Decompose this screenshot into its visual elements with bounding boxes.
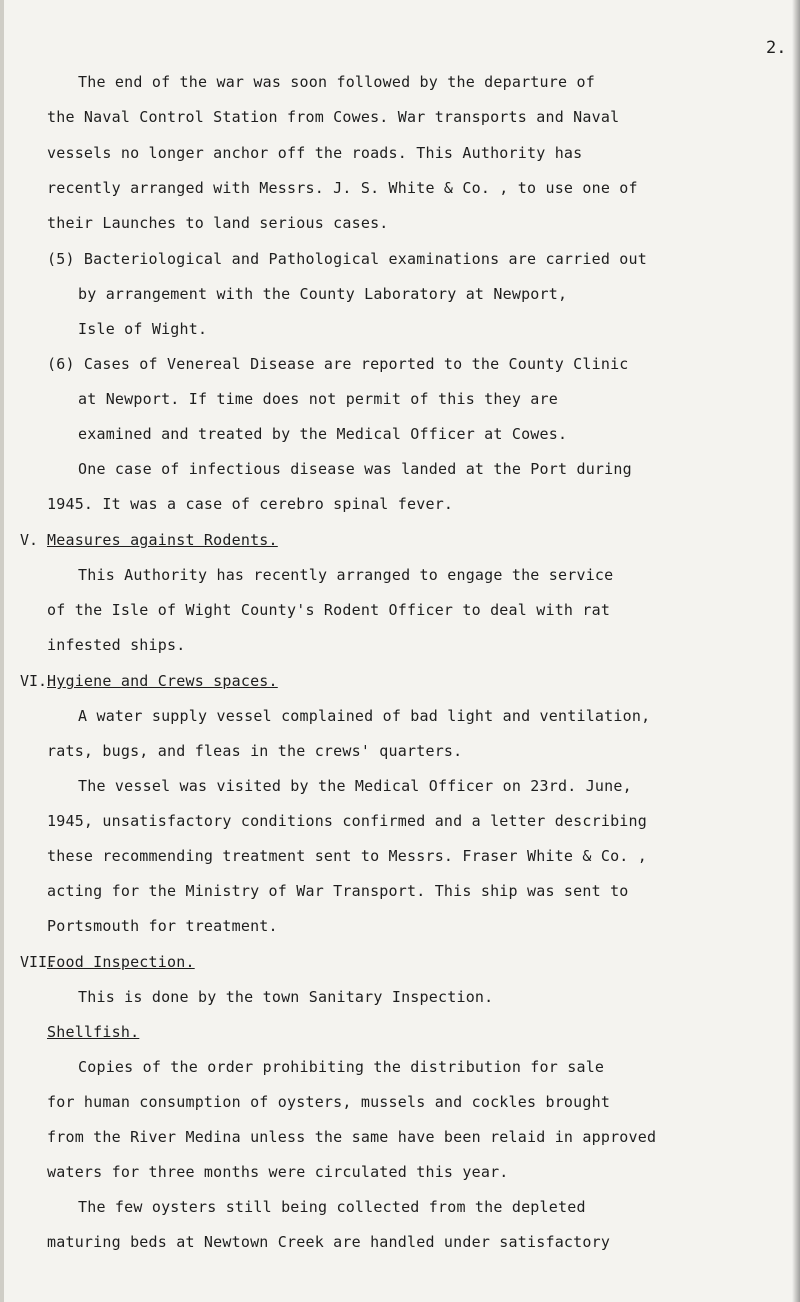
text-line: acting for the Ministry of War Transport. This ship was sent to [47,882,629,900]
text-line: infested ships. [47,636,186,654]
text-line: from the River Medina unless the same have been relaid in approved [47,1128,657,1146]
text-line: Portsmouth for treatment. [47,917,278,935]
text-line: the Naval Control Station from Cowes. War transports and Naval [47,108,620,126]
text-line: The end of the war was soon followed by the departure of [78,73,595,91]
text-line: This is done by the town Sanitary Inspection. [78,988,494,1006]
text-line: maturing beds at Newtown Creek are handled under satisfactory [47,1233,611,1251]
section-heading: Shellfish. [47,1023,140,1041]
text-line: One case of infectious disease was landed at the Port during [78,460,632,478]
text-line: The vessel was visited by the Medical Officer on 23rd. June, [78,777,632,795]
text-line: recently arranged with Messrs. J. S. White & Co. , to use one of [47,179,638,197]
section-number: V. [20,531,39,549]
page-left-edge [0,0,4,1302]
text-line: (5) Bacteriological and Pathological examinations are carried out [47,250,647,268]
text-line: Copies of the order prohibiting the distribution for sale [78,1058,605,1076]
text-line: Isle of Wight. [78,320,208,338]
text-line: for human consumption of oysters, mussels and cockles brought [47,1093,611,1111]
text-line: at Newport. If time does not permit of this they are [78,390,558,408]
text-line: examined and treated by the Medical Officer at Cowes. [78,425,568,443]
section-heading: Hygiene and Crews spaces. [47,672,278,690]
text-line: vessels no longer anchor off the roads. This Authority has [47,144,583,162]
text-line: rats, bugs, and fleas in the crews' quarters. [47,742,463,760]
page-right-shadow [792,0,800,1302]
text-line: This Authority has recently arranged to engage the service [78,566,614,584]
text-line: by arrangement with the County Laboratory at Newport, [78,285,568,303]
text-line: their Launches to land serious cases. [47,214,389,232]
section-heading: Food Inspection. [47,953,195,971]
text-line: 1945, unsatisfactory conditions confirmed and a letter describing [47,812,647,830]
section-number: VII. [20,953,57,971]
page-number: 2. [766,38,787,58]
text-line: A water supply vessel complained of bad light and ventilation, [78,707,651,725]
text-line: these recommending treatment sent to Messrs. Fraser White & Co. , [47,847,647,865]
section-heading: Measures against Rodents. [47,531,278,549]
text-line: waters for three months were circulated this year. [47,1163,509,1181]
section-number: VI. [20,672,48,690]
text-line: 1945. It was a case of cerebro spinal fever. [47,495,454,513]
text-line: (6) Cases of Venereal Disease are reported to the County Clinic [47,355,629,373]
text-line: The few oysters still being collected from the depleted [78,1198,586,1216]
text-line: of the Isle of Wight County's Rodent Officer to deal with rat [47,601,611,619]
